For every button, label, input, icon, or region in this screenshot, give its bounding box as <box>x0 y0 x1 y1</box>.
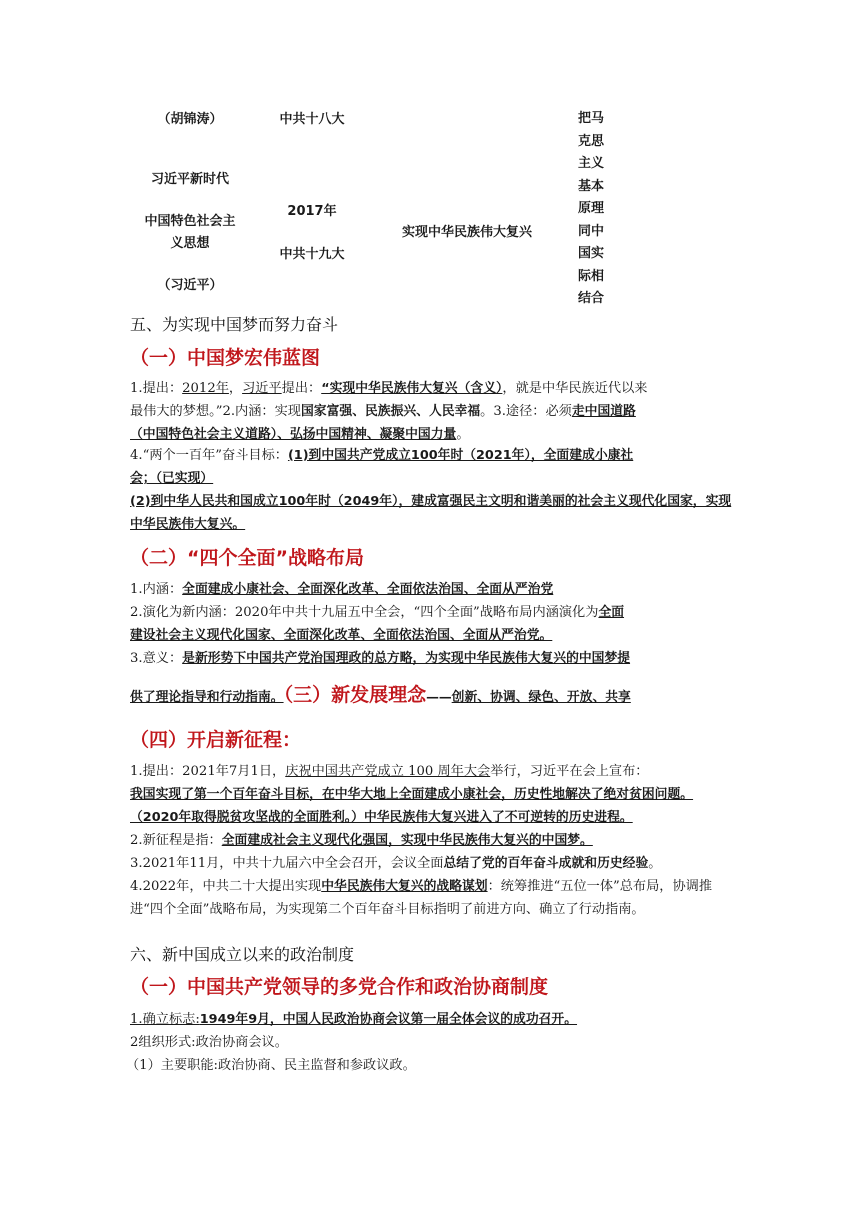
text-span: ， <box>228 381 243 396</box>
bold-new-connotation: 建设社会主义现代化国家、全面深化改革、全面依法治国、全面从严治党。 <box>130 628 553 643</box>
principle-fragment: 同中 <box>577 223 604 239</box>
principle-fragment: 国实 <box>577 246 604 261</box>
text-span: ，就是中华民族近代以来 <box>502 381 648 396</box>
principle-fragment: 结合 <box>577 291 604 306</box>
text-span: 3.2021年11月，中共十九届六中全会召开，会议全面 <box>130 856 444 871</box>
bold-significance: 是新形势下中国共产党治国理政的总方略，为实现中华民族伟大复兴的中国梦提 <box>182 651 631 666</box>
paragraph-functions: （1）主要职能:政治协商、民主监督和参政议政。 <box>126 1058 416 1073</box>
principle-fragment: 原理 <box>577 201 604 216</box>
principle-fragment: 克思 <box>577 133 604 149</box>
text-span: 1.提出：2021年7月1日， <box>130 764 286 779</box>
subheading-new-journey: （四）开启新征程： <box>130 729 302 751</box>
bold-text: 全面 <box>598 605 625 620</box>
table-cell-congress-19: 中共十九大 <box>279 247 345 262</box>
paragraph-goal-2: (2)到中华人民共和国成立100年时（2049年），建成富强民主文明和谐美丽的社会主义现代化国家，实现中华民族伟大复兴。 <box>130 494 732 532</box>
section-heading-6: 六、新中国成立以来的政治制度 <box>130 945 355 964</box>
paragraph-significance <box>130 647 734 670</box>
text-span: 1.内涵： <box>130 582 183 597</box>
text-span: 2.新征程是指： <box>130 833 222 848</box>
dash: —— <box>426 690 452 705</box>
bold-path: 走中国道路 <box>571 404 636 419</box>
bold-establishment: 1949年9月，中国人民政治协商会议第一届全体会议的成功召开。 <box>199 1012 578 1027</box>
text-span: 1.提出： <box>130 381 183 396</box>
bold-goal-1: (1)到中国共产党成立100年时（2021年），全面建成小康社 <box>287 448 634 463</box>
table-cell-leader: （胡锦涛） <box>157 112 223 127</box>
paragraph-proposal <box>130 377 734 446</box>
text-span: 4.“两个一百年”奋斗目标： <box>130 448 288 463</box>
principle-fragment: 把马 <box>577 111 604 126</box>
text-span: 。3.途径：必须 <box>480 404 572 419</box>
principle-fragment: 际相 <box>577 268 604 284</box>
paragraph-evolution <box>130 601 734 647</box>
underlined-name: 习近平 <box>242 381 282 396</box>
table-cell-theory-line3: 义思想 <box>170 236 210 251</box>
bold-summary: 总结了党的百年奋斗成就和历史经验 <box>443 856 649 871</box>
principle-fragment: 基本 <box>577 178 604 194</box>
table-cell-goal: 实现中华民族伟大复兴 <box>401 225 532 240</box>
table-cell-year: 2017年 <box>287 204 337 219</box>
text-span: 2.演化为新内涵：2020年中共十九届五中全会，“四个全面”战略布局内涵演化为 <box>130 605 599 620</box>
subheading-china-dream: （一）中国梦宏伟蓝图 <box>130 347 321 369</box>
text-span: 。 <box>648 856 662 871</box>
text-span: 4.2022年，中共二十大提出实现 <box>130 879 322 894</box>
paragraph-connotation <box>130 578 734 601</box>
bold-path-detail: （中国特色社会主义道路）、弘扬中国精神、凝聚中国力量 <box>130 427 457 442</box>
bold-announcement: 我国实现了第一个百年奋斗目标，在中华大地上全面建成小康社会，历史性地解决了绝对贫困问题。 <box>130 787 694 802</box>
table-cell-congress: 中共十八大 <box>279 112 345 127</box>
paragraph-plenary <box>130 852 734 875</box>
paragraph-journey-proposal <box>130 760 734 829</box>
bold-quote: “实现中华民族伟大复兴（含义） <box>321 381 503 396</box>
text-span: 提出： <box>281 381 322 396</box>
paragraph-establishment <box>130 1008 734 1031</box>
subheading-new-development: （三）新发展理念 <box>283 684 427 706</box>
text-span: 举行，习近平在会上宣布： <box>490 764 649 779</box>
bold-poverty: （2020年取得脱贫攻坚战的全面胜利。）中华民族伟大复兴进入了不可逆转的历史进程。 <box>130 810 633 825</box>
text-span: 3.意义： <box>130 651 183 666</box>
table-cell-theory-leader: （习近平） <box>157 278 223 293</box>
bold-strategy: 中华民族伟大复兴的战略谋划 <box>321 879 488 894</box>
line-new-development <box>130 680 631 707</box>
table-cell-principle <box>571 108 611 311</box>
bold-concepts: 创新、协调、绿色、开放、共享 <box>451 690 631 705</box>
bold-connotation: 国家富强、民族振兴、人民幸福 <box>300 404 481 419</box>
paragraph-journey-meaning <box>130 829 734 852</box>
table-cell-theory-line1: 习近平新时代 <box>150 172 229 187</box>
subheading-multiparty: （一）中国共产党领导的多党合作和政治协商制度 <box>130 976 549 998</box>
bold-significance-end: 供了理论指导和行动指南。 <box>130 690 284 705</box>
subheading-four-comprehensives: （二）“四个全面”战略布局 <box>130 547 364 569</box>
paragraph-two-centenary <box>130 444 734 490</box>
underlined-label: 1.确立标志: <box>130 1012 200 1027</box>
underlined-year: 2012年 <box>182 381 229 396</box>
bold-goal-1-status: 会；（已实现） <box>130 471 214 486</box>
bold-four-comprehensives: 全面建成小康社会、全面深化改革、全面依法治国、全面从严治党 <box>182 582 554 597</box>
underlined-event: 庆祝中国共产党成立 100 周年大会 <box>285 764 491 779</box>
section-heading-5: 五、为实现中国梦而努力奋斗 <box>130 315 339 334</box>
paragraph-strategy <box>130 875 734 921</box>
text-span: 。 <box>456 427 470 442</box>
text-span: ：统筹推进“五位一体”总布局，协调推进“四个全面”战略布局，为实现第二个百年奋斗目标指明了前进方向、确立了行动指南。 <box>130 879 713 917</box>
bold-journey: 全面建成社会主义现代化强国，实现中华民族伟大复兴的中国梦。 <box>221 833 593 848</box>
paragraph-organization: 2组织形式:政治协商会议。 <box>130 1035 288 1050</box>
table-cell-theory-line2: 中国特色社会主 <box>144 214 236 229</box>
text-span: 最伟大的梦想。”2.内涵：实现 <box>130 404 301 419</box>
principle-fragment: 主义 <box>577 156 604 171</box>
